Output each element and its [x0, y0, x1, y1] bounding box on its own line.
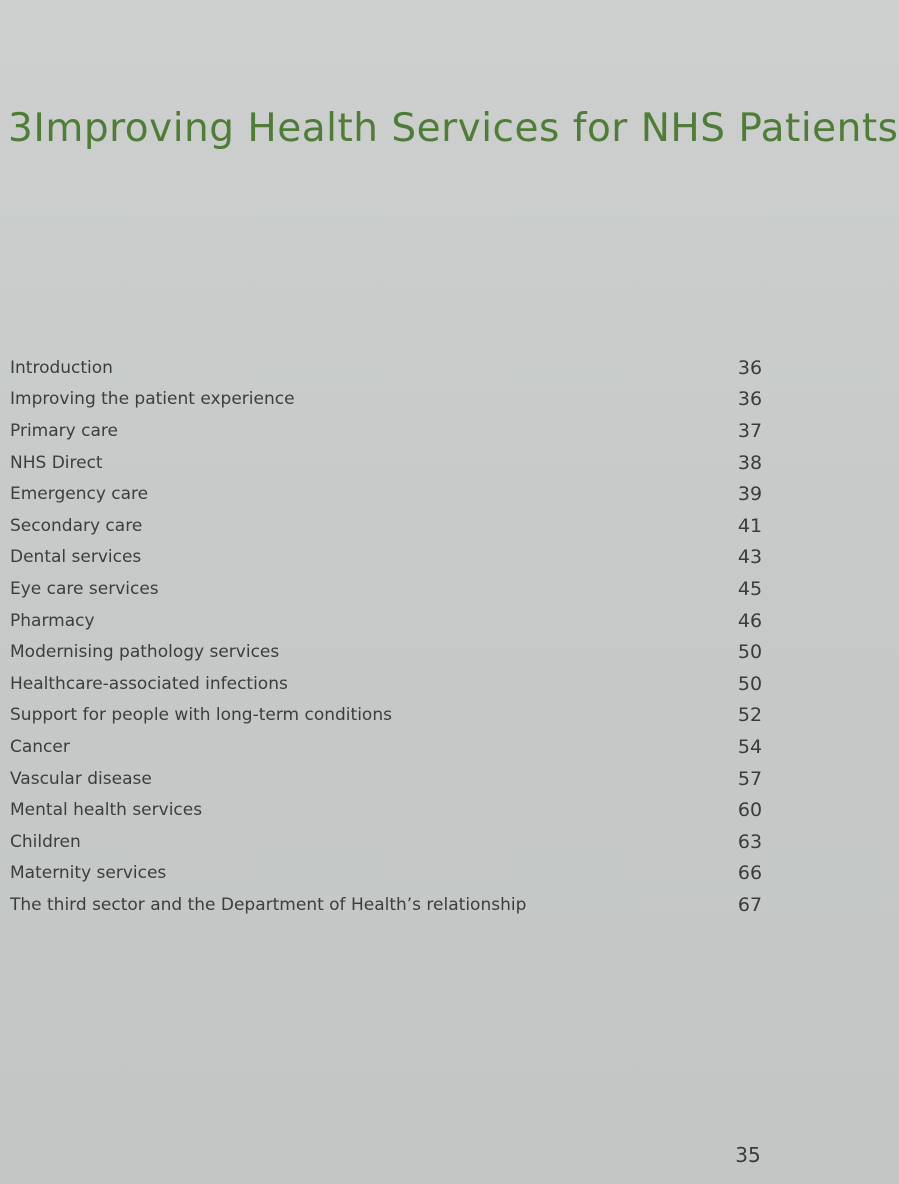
toc-item-page: 63	[737, 830, 763, 853]
toc-item-title: Primary care	[10, 420, 118, 441]
toc-item-mental-health	[10, 794, 770, 826]
toc-item-title: Pharmacy	[10, 610, 95, 631]
toc-item-page: 43	[737, 546, 763, 569]
chapter-heading	[8, 106, 899, 166]
toc-item-title: Mental health services	[10, 800, 203, 821]
toc-item-page: 39	[737, 483, 763, 506]
toc-item-cancer	[10, 731, 770, 763]
toc-item-nhs-direct	[10, 447, 770, 479]
chapter-number: 3	[8, 106, 34, 152]
toc-item-page: 36	[737, 356, 763, 379]
toc-item-title: Healthcare-associated infections	[10, 673, 288, 694]
toc-item-title: Secondary care	[10, 515, 143, 536]
toc-item-page: 50	[737, 672, 763, 695]
toc-item-dental-services	[10, 542, 770, 574]
toc-item-page: 54	[737, 735, 763, 758]
toc-item-page: 57	[737, 767, 763, 790]
toc-item-introduction	[10, 352, 770, 384]
toc-item-title: The third sector and the Department of Health’s relationship	[10, 894, 527, 915]
toc-item-secondary-care	[10, 510, 770, 542]
toc-item-page: 46	[737, 609, 763, 632]
toc-item-title: NHS Direct	[10, 452, 103, 473]
toc-item-long-term-conditions	[10, 700, 770, 732]
toc-item-page: 37	[737, 419, 763, 442]
toc-item-title: Modernising pathology services	[10, 642, 280, 663]
toc-item-vascular-disease	[10, 763, 770, 795]
toc-item-title: Improving the patient experience	[10, 389, 295, 410]
toc-item-page: 36	[737, 388, 763, 411]
toc-item-pathology-services	[10, 636, 770, 668]
table-of-contents	[10, 352, 770, 921]
toc-item-healthcare-infections	[10, 668, 770, 700]
toc-item-maternity-services	[10, 858, 770, 890]
toc-item-page: 38	[737, 451, 763, 474]
toc-item-title: Dental services	[10, 547, 142, 568]
toc-item-title: Emergency care	[10, 484, 149, 505]
toc-item-third-sector	[10, 889, 770, 921]
toc-item-page: 45	[737, 577, 763, 600]
toc-item-title: Eye care services	[10, 578, 159, 599]
toc-item-emergency-care	[10, 478, 770, 510]
toc-item-title: Vascular disease	[10, 768, 152, 789]
toc-item-children	[10, 826, 770, 858]
toc-item-pharmacy	[10, 605, 770, 637]
toc-item-eye-care-services	[10, 573, 770, 605]
toc-item-title: Support for people with long-term conditions	[10, 705, 392, 726]
toc-item-primary-care	[10, 415, 770, 447]
toc-item-page: 41	[737, 514, 763, 537]
toc-item-title: Introduction	[10, 357, 113, 378]
toc-item-page: 60	[737, 799, 763, 822]
toc-item-patient-experience	[10, 384, 770, 416]
toc-item-page: 50	[737, 641, 763, 664]
toc-item-page: 52	[737, 704, 763, 727]
toc-item-page: 67	[737, 893, 763, 916]
page-number: 35	[735, 1143, 761, 1167]
chapter-title: Improving Health Services for NHS Patients	[33, 106, 899, 152]
toc-item-page: 66	[737, 862, 763, 885]
toc-item-title: Maternity services	[10, 863, 167, 884]
toc-item-title: Children	[10, 831, 81, 852]
toc-item-title: Cancer	[10, 736, 70, 757]
